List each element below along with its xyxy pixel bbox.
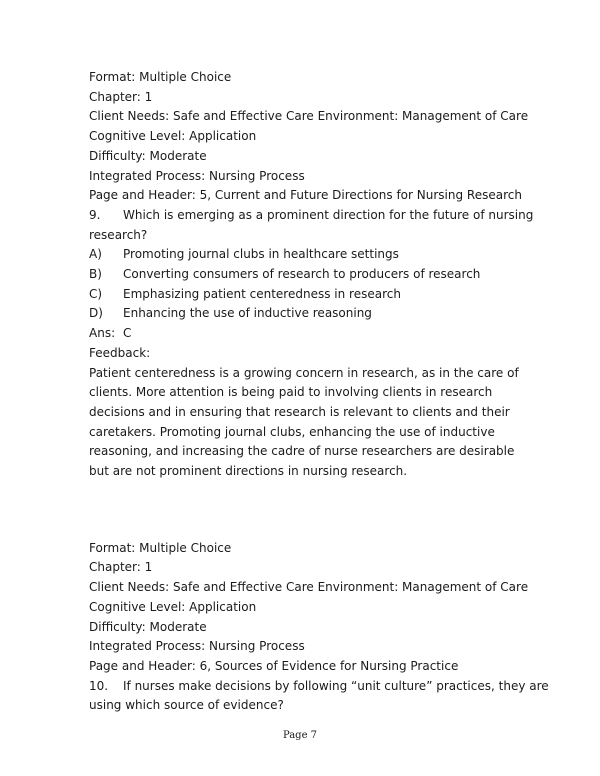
client-needs-line: Client Needs: Safe and Effective Care Environment: Management of Care (89, 580, 529, 595)
document-page (89, 68, 549, 716)
option-c (89, 285, 529, 305)
question-text-line1: If nurses make decisions by following “unit culture” practices, they are (123, 678, 549, 693)
page-header-line: Page and Header: 6, Sources of Evidence for Nursing Practice (89, 658, 459, 673)
option-text: Converting consumers of research to producers of research (123, 267, 481, 282)
format-line: Format: Multiple Choice (89, 70, 232, 84)
answer-line (89, 324, 529, 344)
question-block-9 (89, 68, 534, 482)
option-b (89, 265, 529, 285)
cognitive-level-line: Cognitive Level: Application (89, 129, 257, 144)
question-number: 9. (89, 207, 101, 222)
chapter-line: Chapter: 1 (89, 89, 153, 104)
answer-value: C (123, 326, 132, 341)
question-text-line2: research? (89, 227, 148, 242)
question-number: 10. (89, 678, 109, 693)
feedback-text: Patient centeredness is a growing concern in research, as in the care of clients. More attention is being paid to involving clients in research decisions and in ensuring that research is relevant to clients and their caretakers. Promoting journal clubs, enhancing the use of inductive reasoning, and increasing the cadre of nurse researchers are desirable but are not prominent directions in nursing research. (89, 365, 519, 479)
page-header-line: Page and Header: 5, Current and Future Directions for Nursing Research (89, 188, 522, 203)
integrated-process-line: Integrated Process: Nursing Process (89, 168, 305, 183)
format-line: Format: Multiple Choice (89, 540, 232, 555)
question-text-line2: using which source of evidence? (89, 698, 284, 713)
option-text: Promoting journal clubs in healthcare settings (123, 247, 399, 262)
client-needs-line: Client Needs: Safe and Effective Care Environment: Management of Care (89, 109, 529, 124)
difficulty-line: Difficulty: Moderate (89, 619, 207, 634)
option-letter: A) (89, 247, 102, 262)
question-stem (89, 206, 534, 226)
option-a (89, 245, 529, 265)
integrated-process-line: Integrated Process: Nursing Process (89, 639, 305, 654)
cognitive-level-line: Cognitive Level: Application (89, 599, 257, 614)
option-text: Emphasizing patient centeredness in research (123, 286, 401, 301)
question-block-10 (89, 539, 549, 716)
block-spacer (89, 482, 529, 539)
option-letter: B) (89, 267, 102, 282)
option-d (89, 304, 529, 324)
page-number-footer: Page 7 (282, 730, 318, 741)
option-letter: D) (89, 306, 103, 321)
question-stem (89, 677, 549, 697)
difficulty-line: Difficulty: Moderate (89, 148, 207, 163)
question-text-line1: Which is emerging as a prominent direction for the future of nursing (123, 207, 534, 222)
feedback-label: Feedback: (89, 345, 151, 360)
chapter-line: Chapter: 1 (89, 560, 153, 575)
option-letter: C) (89, 286, 103, 301)
answer-label: Ans: (89, 326, 116, 341)
option-text: Enhancing the use of inductive reasoning (123, 306, 372, 321)
